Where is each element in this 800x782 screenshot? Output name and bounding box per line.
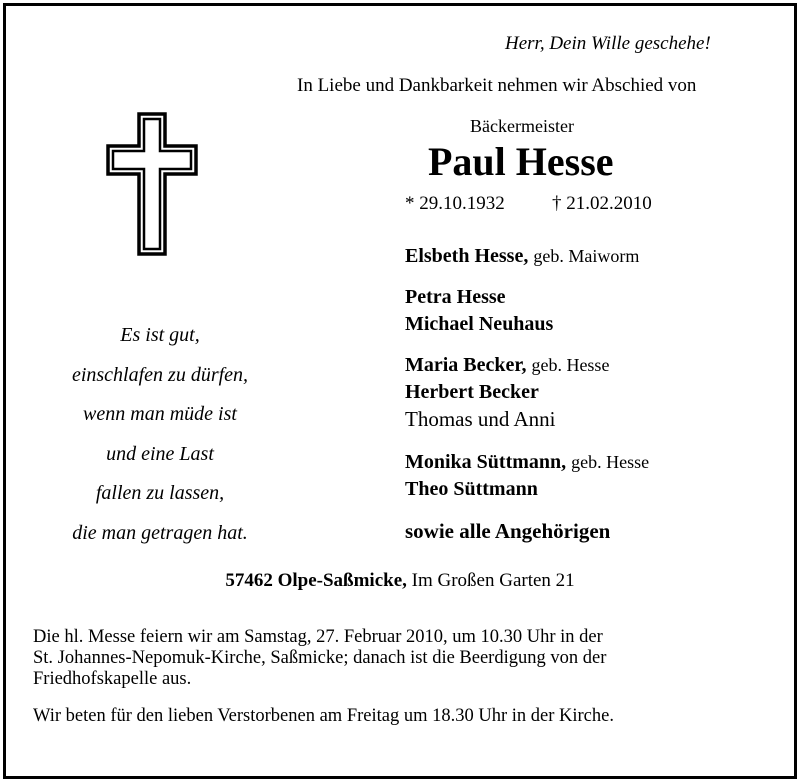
poem-line: wenn man müde ist bbox=[83, 403, 237, 425]
mourner-name: Herbert Becker bbox=[405, 381, 539, 403]
paragraph-line: Die hl. Messe feiern wir am Samstag, 27. Februar 2010, um 10.30 Uhr in der bbox=[33, 627, 603, 647]
death-date: † 21.02.2010 bbox=[552, 193, 652, 214]
address bbox=[0, 570, 800, 592]
motto: Herr, Dein Wille geschehe! bbox=[505, 33, 711, 54]
address-city: 57462 Olpe-Saßmicke, bbox=[225, 570, 407, 591]
closing-line bbox=[405, 519, 610, 544]
mourner-name: Maria Becker, bbox=[405, 354, 527, 376]
mourner-group-1 bbox=[405, 245, 639, 268]
paragraph-line: Friedhofskapelle aus. bbox=[33, 669, 192, 689]
mourner-line bbox=[405, 478, 538, 501]
mourner-name: Elsbeth Hesse, bbox=[405, 245, 529, 267]
address-street: Im Großen Garten 21 bbox=[411, 570, 575, 591]
poem-line: die man getragen hat. bbox=[72, 521, 248, 544]
closing-text: sowie alle Angehörigen bbox=[405, 519, 611, 543]
mourner-name: Theo Süttmann bbox=[405, 478, 538, 500]
mass-paragraph bbox=[33, 627, 733, 690]
mourner-line: Thomas und Anni bbox=[405, 407, 556, 431]
mourner-name: Monika Süttmann, bbox=[405, 451, 567, 473]
maiden-name: geb. Hesse bbox=[571, 452, 650, 472]
mourner-name: Michael Neuhaus bbox=[405, 313, 554, 335]
mourner-name: Petra Hesse bbox=[405, 286, 506, 308]
mourner-group-4 bbox=[405, 451, 649, 474]
intro-text: In Liebe und Dankbarkeit nehmen wir Abschied von bbox=[297, 75, 697, 96]
prayer-paragraph: Wir beten für den lieben Verstorbenen am Freitag um 18.30 Uhr in der Kirche. bbox=[33, 706, 614, 726]
maiden-name: geb. Hesse bbox=[531, 355, 610, 375]
mourner-line bbox=[405, 381, 539, 404]
poem bbox=[35, 316, 285, 553]
paragraph-line: St. Johannes-Nepomuk-Kirche, Saßmicke; danach ist die Beerdigung von der bbox=[33, 648, 607, 668]
birth-date: * 29.10.1932 bbox=[405, 193, 505, 214]
cross-icon bbox=[106, 112, 198, 261]
deceased-name: Paul Hesse bbox=[428, 139, 614, 184]
mourner-line bbox=[405, 313, 553, 336]
poem-line: Es ist gut, bbox=[120, 324, 200, 346]
poem-line: fallen zu lassen, bbox=[95, 482, 225, 504]
poem-line: einschlafen zu dürfen, bbox=[71, 363, 249, 386]
mourner-line bbox=[405, 286, 506, 309]
mourner-group-3 bbox=[405, 354, 609, 377]
deceased-title: Bäckermeister bbox=[470, 116, 574, 136]
poem-line: und eine Last bbox=[106, 442, 214, 465]
maiden-name: geb. Maiworm bbox=[533, 246, 640, 266]
